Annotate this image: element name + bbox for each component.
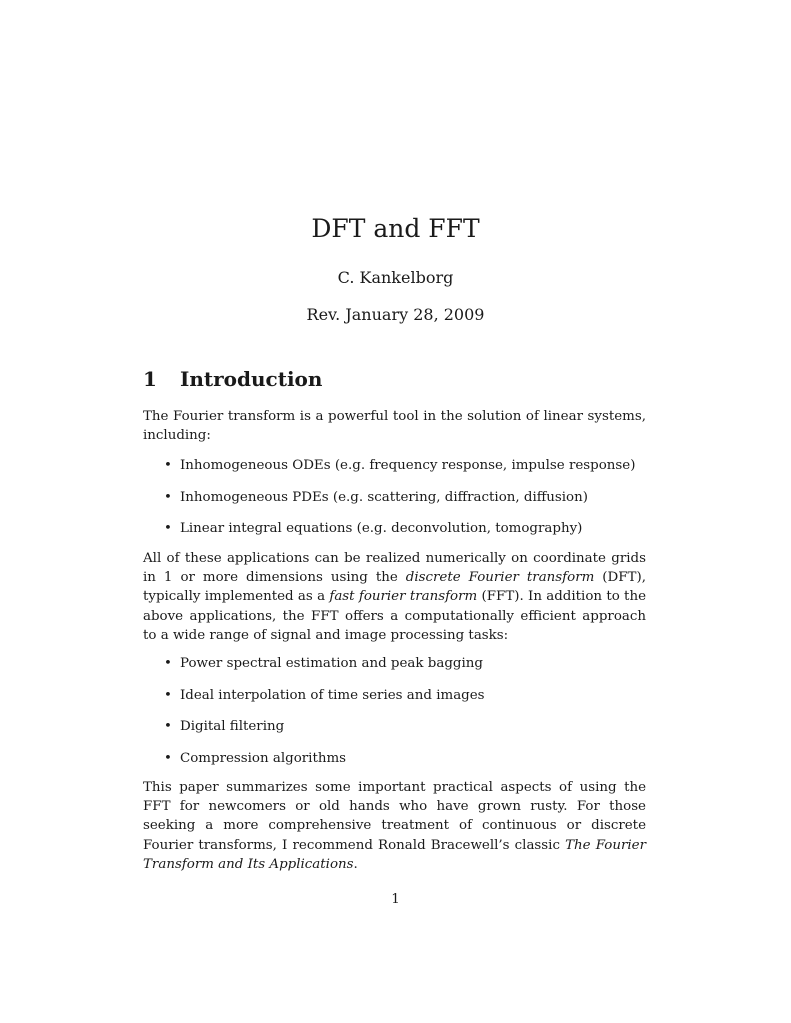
bullet-icon: •	[164, 750, 172, 766]
list-item: • Linear integral equations (e.g. deconvolution, tomography)	[164, 521, 583, 536]
bullet-icon: •	[164, 656, 172, 671]
list-item: • Inhomogeneous PDEs (e.g. scattering, diffraction, diffusion)	[164, 489, 588, 505]
emphasis-dft: discrete Fourier transform	[405, 570, 595, 586]
section-number: 1	[143, 367, 157, 391]
dft-paragraph: All of these applications can be realized numerically on coordinate grids in 1 or more dimensions using the discrete Fourier transform (DFT), typically implemented as a fast fourier transform (FFT). In addition to the above applications, the FFT offers a computationally efficient approach to a wide range of signal and image processing tasks:	[143, 551, 646, 643]
bullet-icon: •	[164, 521, 172, 536]
paper-title: DFT and FFT	[311, 214, 480, 243]
revision-date: Rev. January 28, 2009	[306, 305, 485, 324]
applications-list	[160, 456, 650, 551]
page-number: 1	[391, 892, 400, 907]
tasks-list	[160, 654, 650, 780]
list-item: • Ideal interpolation of time series and images	[164, 687, 485, 703]
intro-paragraph: The Fourier transform is a powerful tool in the solution of linear systems, including:	[143, 409, 646, 444]
bullet-icon: •	[164, 719, 172, 734]
list-item: • Digital filtering	[164, 719, 285, 734]
list-item: • Compression algorithms	[164, 750, 347, 766]
summary-paragraph: This paper summarizes some important practical aspects of using the FFT for newcomers or old hands who have grown rusty. For those seeking a more comprehensive treatment of continuous or discrete Fourier transforms, I recommend Ronald Bracewell’s classic The Fourier Transform and Its Applications.	[143, 780, 646, 872]
bullet-icon: •	[164, 687, 172, 703]
emphasis-fft: fast fourier transform	[329, 589, 478, 605]
author-name: C. Kankelborg	[337, 268, 454, 287]
list-item: • Power spectral estimation and peak bagging	[164, 656, 483, 671]
bullet-icon: •	[164, 458, 172, 473]
section-title: Introduction	[180, 367, 323, 391]
book-title: The Fourier Transform and Its Applications	[143, 837, 646, 872]
section-heading	[143, 367, 653, 391]
bullet-icon: •	[164, 489, 172, 505]
list-item: • Inhomogeneous ODEs (e.g. frequency response, impulse response)	[164, 458, 636, 473]
